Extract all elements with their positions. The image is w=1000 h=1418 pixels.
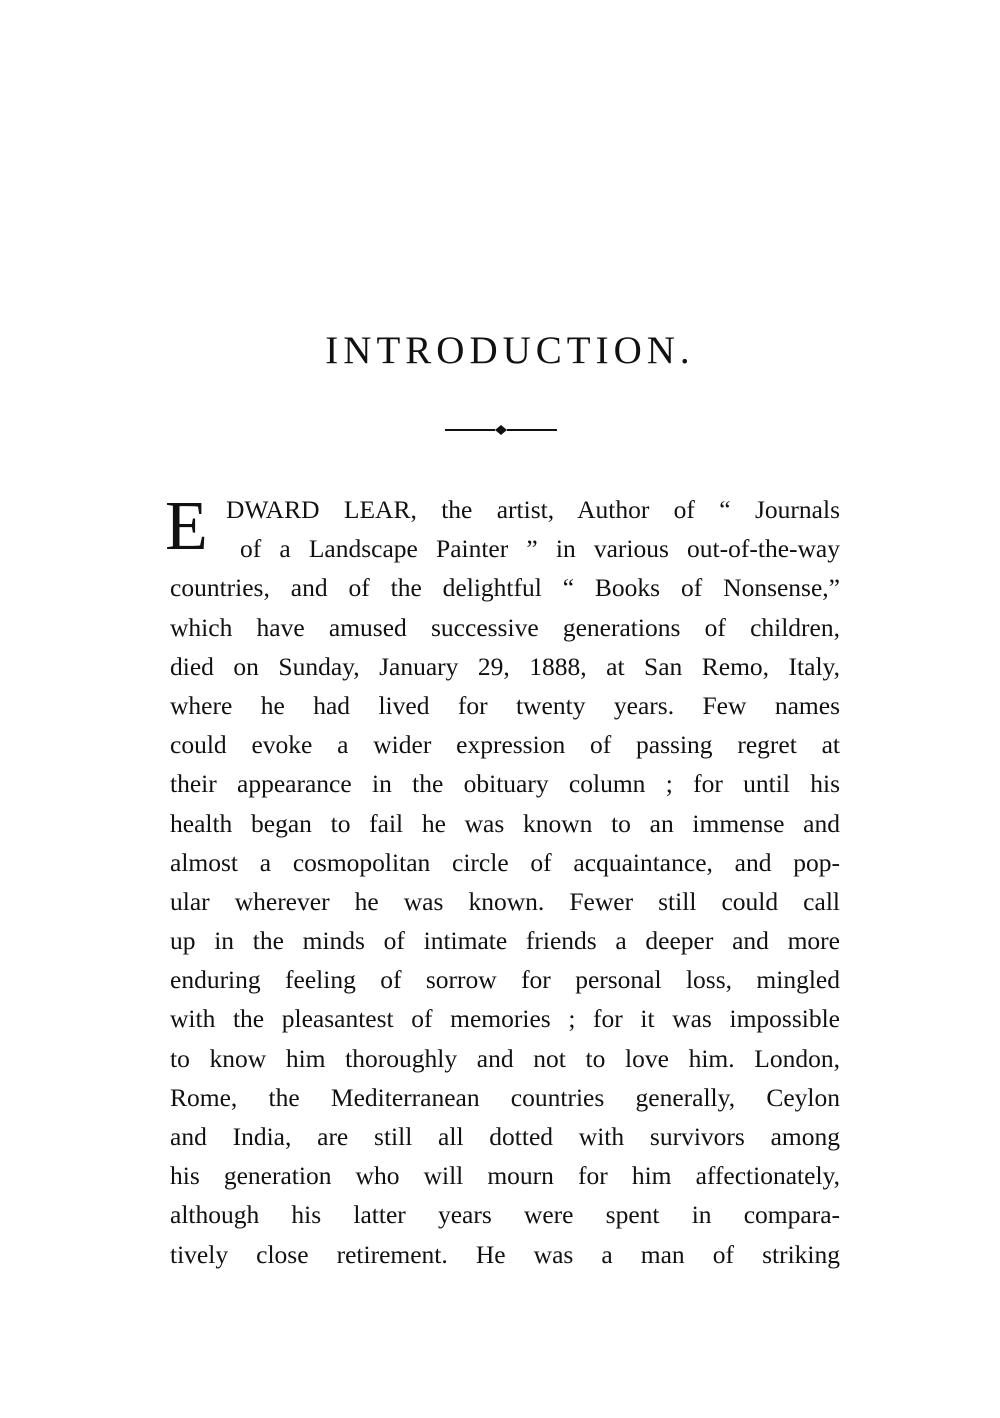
page-title: INTRODUCTION.: [325, 329, 695, 372]
text-line: where he had lived for twenty years. Few names: [170, 690, 840, 720]
text-line: which have amused successive generations of children,: [170, 612, 840, 642]
text-line: Rome, the Mediterranean countries generally, Ceylon: [170, 1082, 840, 1112]
text-line: DWARD LEAR, the artist, Author of “ Journals: [226, 495, 840, 524]
text-line: health began to fail he was known to an immense and: [170, 808, 840, 838]
text-line: up in the minds of intimate friends a deeper and more: [170, 926, 840, 956]
text-line: enduring feeling of sorrow for personal loss, mingled: [170, 965, 840, 995]
text-line: countries, and of the delightful “ Books of Nonsense,”: [170, 573, 840, 603]
text-line: to know him thoroughly and not to love him. London,: [170, 1043, 840, 1073]
text-line: of a Landscape Painter ” in various out-of-the-way: [240, 534, 840, 564]
title-ornament: [445, 420, 557, 440]
drop-cap: E: [165, 488, 208, 565]
text-line: almost a cosmopolitan circle of acquaintance, and pop-: [170, 847, 840, 877]
text-line: with the pleasantest of memories ; for it was impossible: [170, 1004, 840, 1034]
text-line: could evoke a wider expression of passing regret at: [170, 730, 840, 760]
text-line: ular wherever he was known. Fewer still could call: [170, 886, 840, 916]
text-line: although his latter years were spent in compara-: [170, 1200, 840, 1230]
text-line: their appearance in the obituary column ; for until his: [170, 769, 840, 799]
text-line: and India, are still all dotted with survivors among: [170, 1122, 840, 1151]
introduction-text: [165, 488, 840, 1274]
text-line: his generation who will mourn for him affectionately,: [170, 1161, 840, 1191]
text-line: tively close retirement. He was a man of striking: [170, 1239, 840, 1269]
text-line: died on Sunday, January 29, 1888, at San Remo, Italy,: [170, 651, 840, 681]
